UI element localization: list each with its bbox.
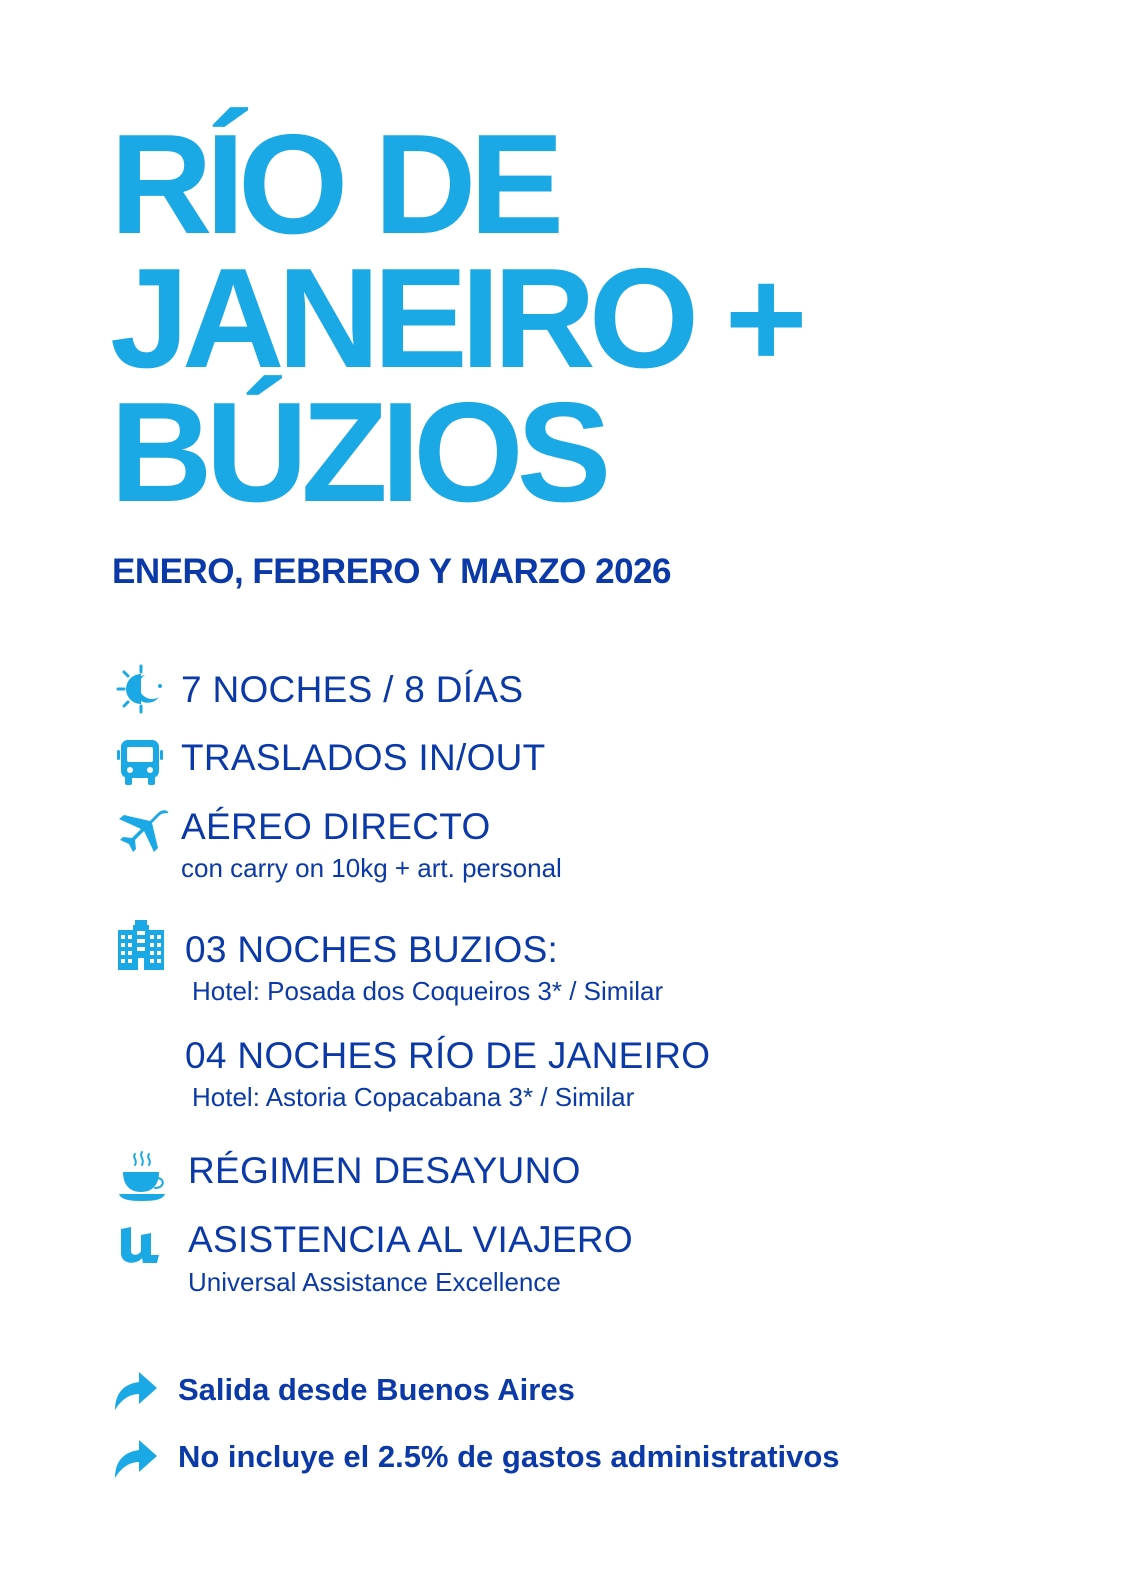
title-line-2: JANEIRO + [110, 239, 801, 398]
feature-assistance-detail: Universal Assistance Excellence [188, 1267, 561, 1297]
note-departure: Salida desde Buenos Aires [178, 1372, 575, 1407]
airplane-icon [114, 808, 170, 852]
feature-meals: RÉGIMEN DESAYUNO [188, 1150, 581, 1191]
curved-arrow-icon [111, 1368, 159, 1412]
title-line-1: RÍO DE [110, 105, 558, 264]
feature-hotel-rio: 04 NOCHES RÍO DE JANEIRO [185, 1035, 711, 1076]
feature-flight: AÉREO DIRECTO [181, 806, 491, 847]
title-line-3: BÚZIOS [110, 373, 605, 532]
feature-flight-detail: con carry on 10kg + art. personal [181, 853, 562, 883]
note-fees: No incluye el 2.5% de gastos administrativos [178, 1439, 840, 1474]
feature-transfers: TRASLADOS IN/OUT [181, 737, 546, 778]
feature-hotel-buzios: 03 NOCHES BUZIOS: [185, 929, 559, 970]
feature-nights: 7 NOCHES / 8 DÍAS [181, 669, 524, 710]
page-title [110, 105, 801, 532]
bus-icon [117, 738, 163, 786]
hotel-building-icon [118, 920, 164, 970]
feature-hotel-buzios-detail: Hotel: Posada dos Coqueiros 3* / Similar [192, 976, 664, 1006]
curved-arrow-icon [111, 1436, 159, 1480]
feature-hotel-rio-detail: Hotel: Astoria Copacabana 3* / Similar [192, 1082, 635, 1112]
travel-dates: ENERO, FEBRERO Y MARZO 2026 [112, 552, 671, 591]
feature-assistance: ASISTENCIA AL VIAJERO [188, 1219, 633, 1260]
coffee-cup-icon [117, 1150, 167, 1204]
day-night-icon [116, 664, 166, 714]
universal-assistance-logo-icon [115, 1227, 161, 1265]
